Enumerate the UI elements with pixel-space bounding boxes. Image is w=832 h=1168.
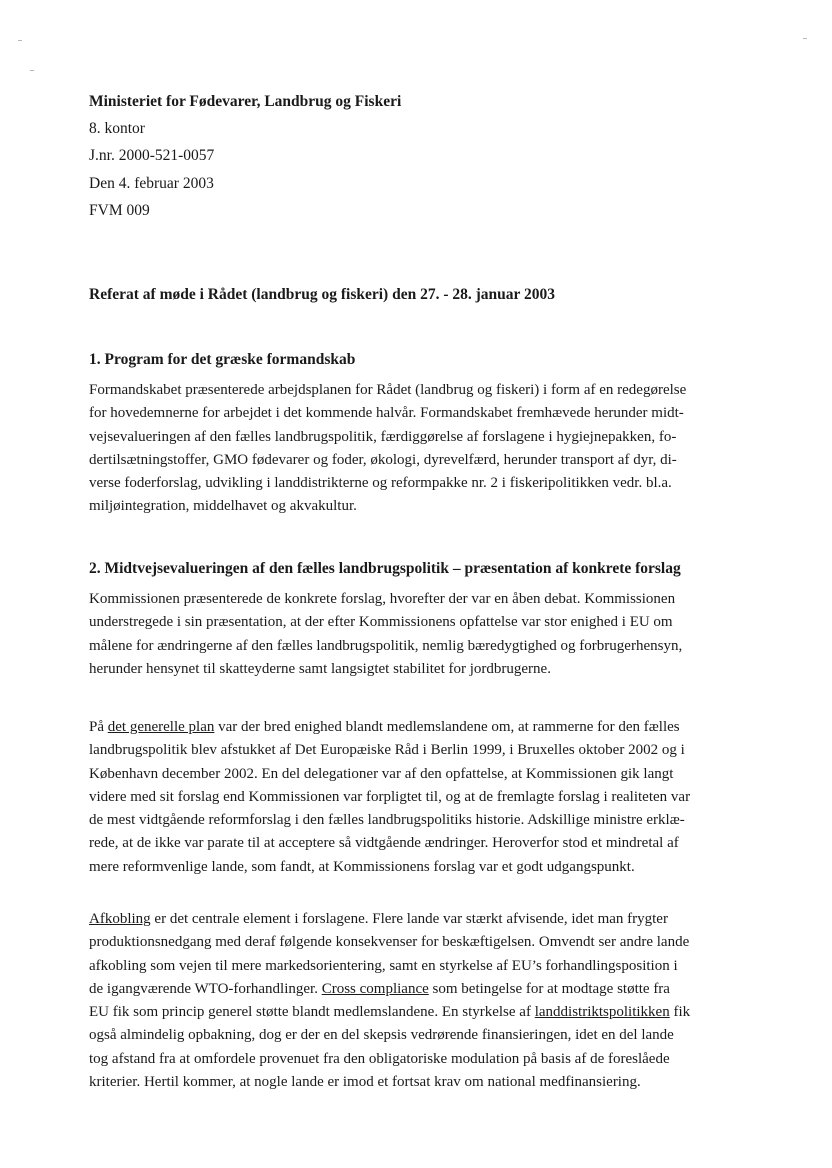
section-paragraph <box>89 588 769 681</box>
paragraph-line: videre med sit forslag end Kommissionen var forpligtet til, og at de fremlagte forslag i realiteten var <box>89 788 691 805</box>
text-run: de igangværende WTO-forhandlinger. <box>89 980 322 997</box>
paragraph-line: tog afstand fra at omfordele provenuet fra den obligatoriske modulation på basis af de foreslåede <box>89 1050 670 1067</box>
text-run: er det centrale element i forslagene. Flere lande var stærkt afvisende, idet man frygter <box>150 911 668 927</box>
paragraph-line: mere reformvenlige lande, som fandt, at Kommissionens forslag var et godt udgangspunkt. <box>89 858 635 875</box>
underlined-phrase: Cross compliance <box>321 980 429 997</box>
text-run: fik <box>669 1004 691 1021</box>
scan-speck <box>18 40 22 41</box>
paragraph-line <box>89 716 769 739</box>
paragraph-line: målene for ændringerne af den fælles landbrugspolitik, nemlig bæredygtighed og forbrugerhensyn, <box>89 637 683 654</box>
letter-header <box>89 88 401 224</box>
section-midterm-review <box>89 558 769 681</box>
paragraph-line: også almindelig opbakning, dog er der en del skepsis vedrørende finansieringen, idet en del lande <box>89 1027 674 1044</box>
ministry-name: Ministeriet for Fødevarer, Landbrug og Fiskeri <box>89 93 402 110</box>
paragraph-line: for hovedemnerne for arbejdet i det kommende halvår. Formandskabet fremhævede herunder midt- <box>89 405 684 422</box>
paragraph-line: vejsevalueringen af den fælles landbrugspolitik, færdiggørelse af forslagene i hygiejnepakken, fo- <box>89 428 677 445</box>
section-paragraph <box>89 379 769 519</box>
paragraph-line: herunder hensynet til skatteyderne samt langsigtet stabilitet for jordbrugerne. <box>89 660 551 677</box>
document-date: Den 4. februar 2003 <box>89 174 214 192</box>
paragraph-decoupling <box>89 908 769 1094</box>
text-run: På <box>89 719 108 735</box>
text-run: som betingelse for at modtage støtte fra <box>428 980 670 997</box>
paragraph-body <box>89 908 769 1094</box>
document-reference: FVM 009 <box>89 201 150 219</box>
document-title: Referat af møde i Rådet (landbrug og fiskeri) den 27. - 28. januar 2003 <box>89 286 555 303</box>
text-run: EU fik som princip generel støtte blandt medlemslandene. En styrkelse af <box>89 1004 535 1021</box>
paragraph-line <box>89 978 769 1001</box>
paragraph-line: understregede i sin præsentation, at der efter Kommissionens opfattelse var stor enighed i EU om <box>89 614 673 631</box>
underlined-phrase: det generelle plan <box>107 719 215 735</box>
paragraph-line: landbrugspolitik blev afstukket af Det Europæiske Råd i Berlin 1999, i Bruxelles oktober 2002 og i <box>89 742 685 759</box>
paragraph-line <box>89 908 769 931</box>
section-program <box>89 349 769 519</box>
paragraph-line: verse foderforslag, udvikling i landdistrikterne og reformpakke nr. 2 i fiskeripolitikken vedr. bl.a. <box>89 475 672 492</box>
paragraph-line: de mest vidtgående reformforslag i den fælles landbrugspolitiks historie. Adskillige ministre erklæ- <box>89 812 685 829</box>
text-run: var der bred enighed blandt medlemslandene om, at rammerne for den fælles <box>214 719 680 735</box>
scan-speck <box>803 38 807 39</box>
section-heading: 2. Midtvejsevalueringen af den fælles landbrugspolitik – præsentation af konkrete forslag <box>89 560 681 577</box>
paragraph-line: kriterier. Hertil kommer, at nogle lande er imod et fortsat krav om national medfinansiering. <box>89 1074 641 1091</box>
underlined-phrase: landdistriktspolitikken <box>534 1004 670 1021</box>
scan-speck <box>30 70 34 71</box>
paragraph-general-plan <box>89 716 769 879</box>
paragraph-line: rede, at de ikke var parate til at acceptere så vidtgående ændringer. Heroverfor stod et mindretal af <box>89 835 679 852</box>
journal-number: J.nr. 2000-521-0057 <box>89 147 215 165</box>
paragraph-line: afkobling som vejen til mere markedsorientering, samt en styrkelse af EU’s forhandlingsposition i <box>89 957 678 974</box>
paragraph-line <box>89 1001 769 1024</box>
office-line: 8. kontor <box>89 120 145 138</box>
paragraph-line: København december 2002. En del delegationer var af den opfattelse, at Kommissionen gik langt <box>89 765 674 782</box>
paragraph-line: Kommissionen præsenterede de konkrete forslag, hvorefter der var en åben debat. Kommissionen <box>89 591 676 607</box>
paragraph-body <box>89 716 769 879</box>
section-heading: 1. Program for det græske formandskab <box>89 351 356 368</box>
paragraph-line: dertilsætningstoffer, GMO fødevarer og foder, økologi, dyrevelfærd, herunder transport af dyr, di- <box>89 451 677 468</box>
paragraph-line: Formandskabet præsenterede arbejdsplanen for Rådet (landbrug og fiskeri) i form af en redegørelse <box>89 382 687 398</box>
underlined-phrase: Afkobling <box>89 911 151 927</box>
paragraph-line: produktionsnedgang med deraf følgende konsekvenser for beskæftigelsen. Omvendt ser andre lande <box>89 934 690 951</box>
paragraph-line: miljøintegration, middelhavet og akvakultur. <box>89 498 357 515</box>
